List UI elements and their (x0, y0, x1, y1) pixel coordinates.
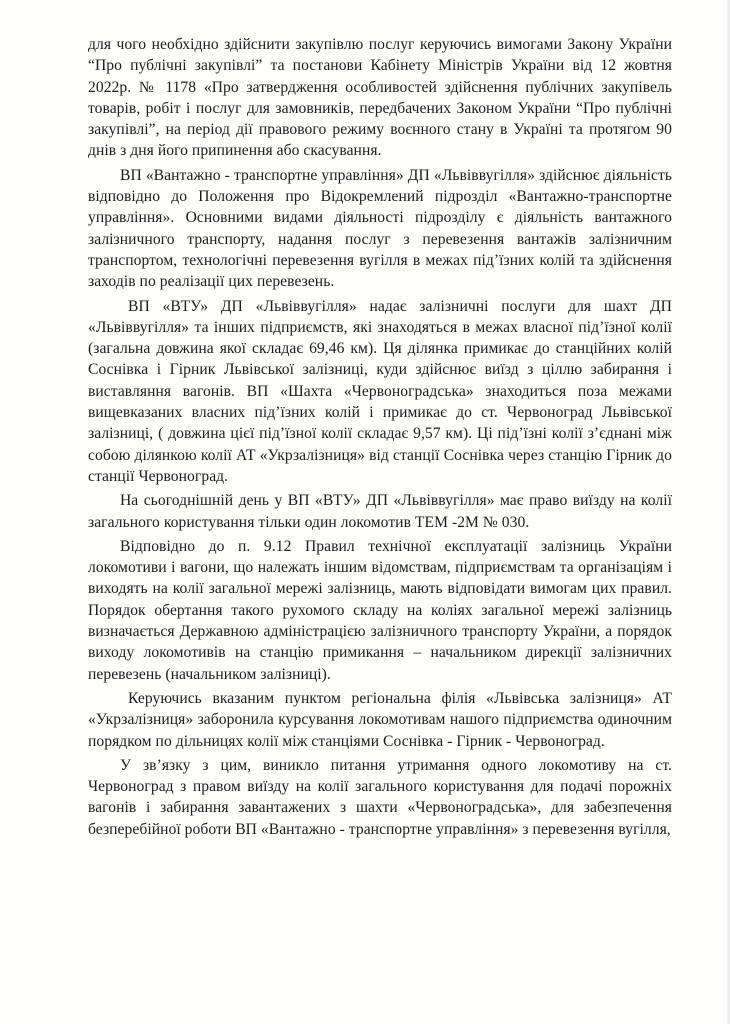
paragraph-locomotive-access: На сьогоднішній день у ВП «ВТУ» ДП «Львіввугілля» має право виїзду на колії загального користування тільки один локомотив ТЕМ -2М № 030. (88, 492, 672, 531)
document-body (88, 34, 672, 843)
paragraph-prohibition: Керуючись вказаним пунктом регіональна філія «Львівська залізниця» АТ «Укрзалізниця» заборонила курсування локомотивам нашого підприємства одиночним порядком по дільницях колії між станціями Соснівка - Гірник - Червоноград. (88, 689, 672, 750)
paragraph-technical-rules: Відповідно до п. 9.12 Правил технічної експлуатації залізниць України локомотиви і вагони, що належать іншим відомствам, підприємствам та організаціям і виходять на колії загальної мережі залізниць, мають відповідати вимогам цих правил. Порядок обертання такого рухомого складу на коліях загальної мережі залізниць визначається Державною адміністрацією залізничного транспорту України, а порядок виходу локомотивів на станцію примикання – начальником дирекції залізничних перевезень (начальником залізниці). (88, 537, 672, 683)
paragraph-rail-services: ВП «ВТУ» ДП «Львіввугілля» надає залізничні послуги для шахт ДП «Львіввугілля» та інших підприємств, які знаходяться в межах власної під’їзної колії (загальна довжина якої складає 69,46 км). Ця ділянка примикає до станційних колій Соснівка і Гірник Львівської залізниці, куди здійснює виїзд з ціллю забирання і виставляння вагонів. ВП «Шахта «Червоноградська» знаходиться поза межами вищевказаних власних під’їзних колій і примикає до ст. Червоноград Львівської залізниці, ( довжина цієї під’їзної колії складає 9,57 км). Ці під’їзні колії з’єднані між собою ділянкою колії АТ «Укрзалізниця» від станції Соснівка через станцію Гірник до станції Червоноград. (88, 297, 672, 485)
paragraph-procurement-basis: для чого необхідно здійснити закупівлю послуг керуючись вимогами Закону України “Про публічні закупівлі” та постанови Кабінету Міністрів України від 12 жовтня 2022р. № 1178 «Про затвердження особливостей здійснення публічних закупівель товарів, робіт і послуг для замовників, передбачених Законом України “Про публічні закупівлі”, на період дії правового режиму воєнного стану в Україні та протягом 90 днів з дня його припинення або скасування. (88, 36, 672, 160)
paragraph-locomotive-need: У зв’язку з цим, виникло питання утримання одного локомотиву на ст. Червоноград з правом виїзду на колії загального користування для подачі порожніх вагонів і забирання завантажених з шахти «Червоноградська», для забезпечення безперебійної роботи ВП «Вантажно - транспортне управління» з перевезення вугілля, (88, 756, 672, 838)
paragraph-vtu-activity: ВП «Вантажно - транспортне управління» ДП «Львіввугілля» здійснює діяльність відповідно до Положення про Відокремлений підрозділ «Вантажно-транспортне управління». Основними видами діяльності підрозділу є діяльність вантажного залізничного транспорту, надання послуг з перевезення вантажів залізничним транспортом, технологічні перевезення вугілля в межах під’їзних колій та здійснення заходів по реалізації цих перевезень. (88, 166, 672, 291)
